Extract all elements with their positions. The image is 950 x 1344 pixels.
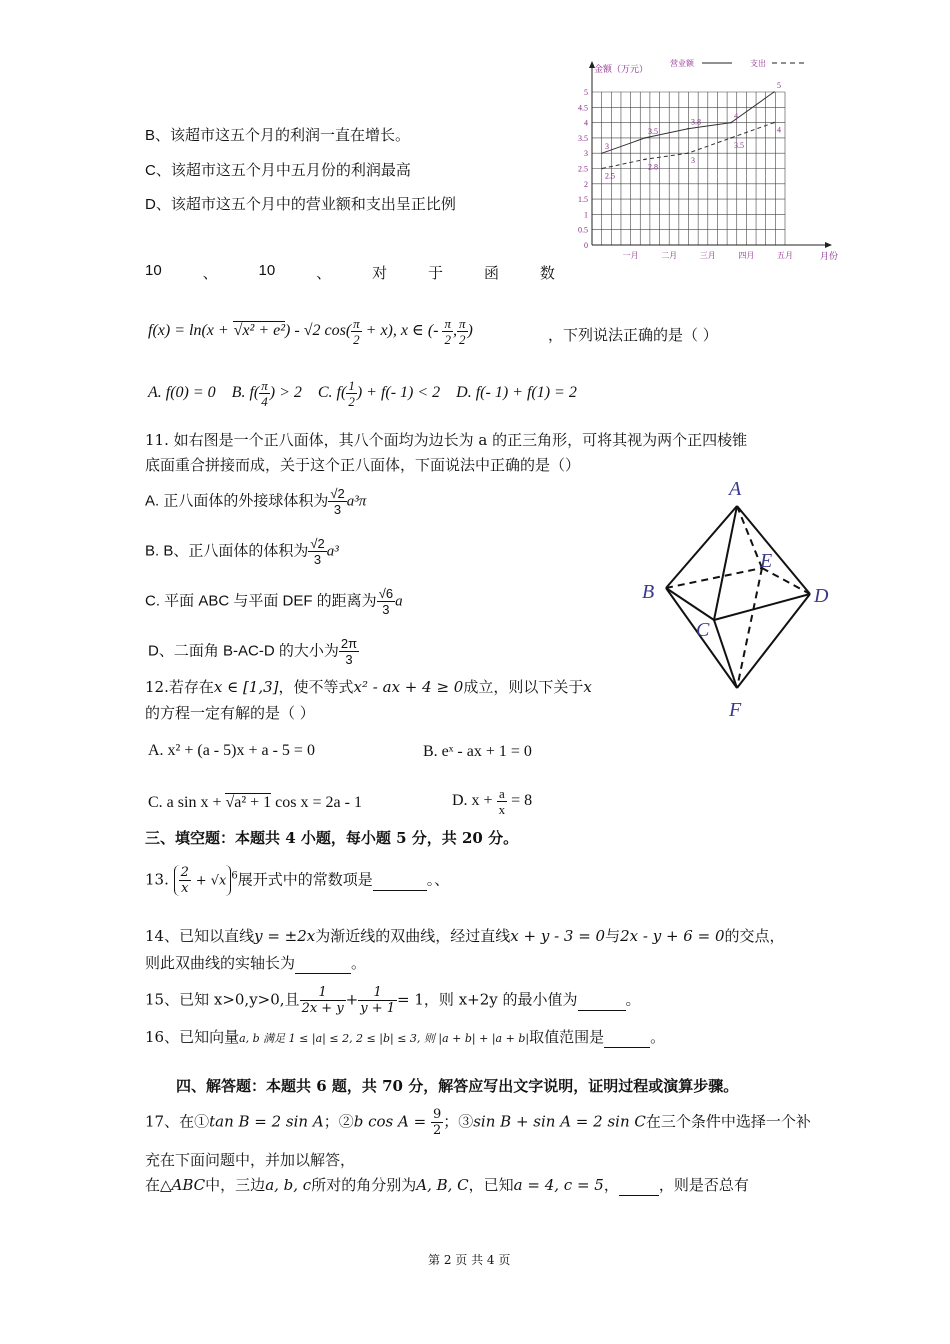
edge-ac: [714, 506, 737, 620]
revenue-expense-chart: [570, 55, 850, 270]
y-tick-label: 4.5: [578, 103, 588, 113]
q10-heading-part: 、: [316, 265, 332, 282]
chart-series: [601, 91, 775, 172]
q17-line3: 在△ABC中，三边a, b, c所对的角分别为A, B, C，已知a = 4, c = 5， ，则是否总有: [145, 1176, 749, 1194]
q14-line1: 14、已知以直线y = ±2x为渐近线的双曲线，经过直线x + y - 3 = 0与2x - y + 6 = 0的交点，: [145, 927, 785, 945]
edge-df: [737, 594, 810, 688]
chart-grid: [578, 88, 785, 250]
vertex-f-label: F: [729, 699, 742, 721]
data-label: 5: [777, 81, 781, 90]
q10-heading-part: 于: [428, 265, 444, 282]
y-tick-label: 4: [584, 118, 588, 128]
data-label: 3.5: [648, 126, 658, 136]
q10-option-a: A. f(0) = 0: [148, 384, 216, 402]
q17-line2: 充在下面问题中，并加以解答，: [145, 1151, 356, 1169]
x-axis-arrow: [825, 242, 832, 248]
data-point: [644, 137, 646, 139]
q12-option-a: A. x² + (a - 5)x + a - 5 = 0: [148, 742, 315, 759]
data-label: 2.8: [648, 162, 658, 172]
q10-heading-part: 10: [258, 262, 276, 279]
q17-line1: 17、在①tan B = 2 sin A；②b cos A = $\frac{9}{2}$ ；③sin B + sin A = 2 sin C在三个条件中选择一个补: [145, 1107, 811, 1138]
y-tick-label: 2.5: [578, 164, 588, 174]
x-tick-label: 一月: [622, 251, 639, 260]
data-point: [730, 122, 732, 124]
vertex-b-label: B: [642, 581, 655, 603]
data-point: [773, 122, 775, 124]
chart-legend: [670, 58, 806, 68]
octahedron-figure: [630, 470, 850, 725]
data-point: [601, 152, 603, 154]
q14-line2: 则此双曲线的实轴长为 。: [145, 954, 367, 972]
q10-heading: [145, 262, 555, 283]
q11-option-c: C. 平面 ABC 与平面 DEF 的距离为 $\frac{√6}{3}$ a: [145, 586, 403, 617]
data-label: 2.5: [605, 171, 615, 181]
y-tick-label: 5: [584, 88, 588, 97]
chart-xlabel: 月份: [820, 251, 839, 261]
y-tick-label: 2: [584, 179, 588, 189]
q10-heading-part: 对: [372, 265, 388, 282]
page-footer: 第 2 页 共 4 页: [428, 1253, 511, 1267]
q12-line2: 的方程一定有解的是（ ）: [145, 704, 315, 722]
q10-heading-part: 、: [202, 265, 218, 282]
data-label: 3: [605, 142, 609, 152]
edge-ad: [737, 506, 810, 594]
edge-cd: [714, 594, 810, 620]
vertex-e-label: E: [760, 550, 773, 572]
q9-option-d: D、该超市这五个月中的营业额和支出呈正比例: [145, 196, 456, 213]
chart-ylabel: 金额（万元）: [594, 64, 649, 74]
q10-option-d: D. f(- 1) + f(1) = 2: [456, 384, 577, 402]
x-tick-label: 二月: [661, 251, 678, 260]
data-point: [773, 91, 775, 93]
legend-expense-label: 支出: [750, 59, 766, 68]
data-point: [601, 168, 603, 170]
q13: 13. $\frac{2}{x}$ + √x $^6$展开式中的常数项是 。、: [145, 865, 450, 896]
edge-ae: [737, 506, 762, 568]
vertex-d-label: D: [814, 585, 829, 607]
q10-question: ，下列说法正确的是（ ）: [548, 326, 718, 344]
y-tick-label: 0: [584, 241, 588, 250]
data-label: 4: [734, 111, 738, 121]
q12-option-c: C. a sin x + √a² + 1 cos x = 2a - 1: [148, 794, 362, 811]
data-label: 3.5: [734, 140, 744, 150]
y-tick-label: 1.5: [578, 195, 588, 205]
data-point: [730, 137, 732, 139]
q11-line1: 11. 如右图是一个正八面体，其八个面均为边长为 a 的正三角形，可将其视为两个正四棱锥: [145, 431, 748, 449]
q10-function: f(x) = ln(x + √x² + e²) - √2 cos( $\frac{\pi}{2}$ + x), x ∈ (- $\frac{\pi}{2}$ , $\frac{\pi}{2}$ ): [148, 316, 473, 347]
x-tick-label: 四月: [738, 251, 755, 260]
data-label: 3.8: [691, 117, 701, 127]
q10-heading-part: 函: [483, 265, 499, 282]
vertex-a-label: A: [729, 478, 742, 500]
data-point: [687, 152, 689, 154]
q10-option-b: B. f( $\frac{\pi}{4}$ ) > 2: [231, 378, 302, 409]
section-3-heading: 三、填空题：本题共 4 小题，每小题 5 分，共 20 分。: [145, 829, 519, 847]
edge-ef: [737, 568, 762, 688]
edge-cf: [714, 620, 737, 688]
q11-line2: 底面重合拼接而成，关于这个正八面体，下面说法中正确的是（）: [145, 456, 581, 474]
y-tick-label: 1: [584, 210, 588, 220]
y-tick-label: 3.5: [578, 133, 588, 143]
vertex-c-label: C: [696, 619, 710, 641]
y-tick-label: 3: [584, 149, 588, 159]
q10-heading-part: 10: [145, 262, 162, 279]
q15: 15、已知 x>0,y>0,且 $\frac{1}{2x + y}$ + $\frac{1}{y + 1}$ = 1，则 x+2y 的最小值为 。: [145, 985, 641, 1016]
x-tick-label: 三月: [699, 251, 716, 260]
q12-option-b: B. eˣ - ax + 1 = 0: [423, 743, 532, 760]
data-point: [644, 159, 646, 161]
q10-heading-part: 数: [539, 265, 555, 282]
q9-option-b: B、该超市这五个月的利润一直在增长。: [145, 127, 411, 144]
data-label: 3: [691, 156, 695, 166]
q10-options: [148, 378, 577, 409]
q11-option-d: D、二面角 B-AC-D 的大小为 $\frac{2\pi}{3}$: [148, 636, 358, 667]
edge-bc: [666, 588, 714, 620]
data-point: [687, 128, 689, 130]
q12-option-d: D. x + $\frac{a}{x}$ = 8: [452, 786, 533, 817]
q11-option-a: A. 正八面体的外接球体积为 $\frac{√2}{3}$ a³π: [145, 486, 367, 517]
y-tick-label: 0.5: [578, 225, 588, 235]
chart-axes: [589, 61, 832, 260]
q9-option-c: C、该超市这五个月中五月份的利润最高: [145, 162, 411, 179]
q10-option-c: C. f( $\frac{1}{2}$ ) + f(- 1) < 2: [317, 378, 441, 409]
chart-labels: [605, 81, 781, 181]
x-tick-label: 五月: [777, 251, 793, 260]
legend-revenue-label: 营业额: [670, 59, 694, 68]
section-4-heading: 四、解答题：本题共 6 题，共 70 分，解答应写出文字说明，证明过程或演算步骤。: [176, 1077, 739, 1095]
data-label: 4: [777, 125, 781, 135]
q11-option-b: B. B、正八面体的体积为 $\frac{√2}{3}$ a³: [145, 536, 339, 567]
q16: 16、已知向量a, b 满足 1 ≤ |a| ≤ 2, 2 ≤ |b| ≤ 3, 则 |a + b| + |a + b|取值范围是 。: [145, 1028, 666, 1046]
q12-line1: 12.若存在x ∈ [1,3]，使不等式x² - ax + 4 ≥ 0成立，则以下关于x: [145, 678, 592, 696]
